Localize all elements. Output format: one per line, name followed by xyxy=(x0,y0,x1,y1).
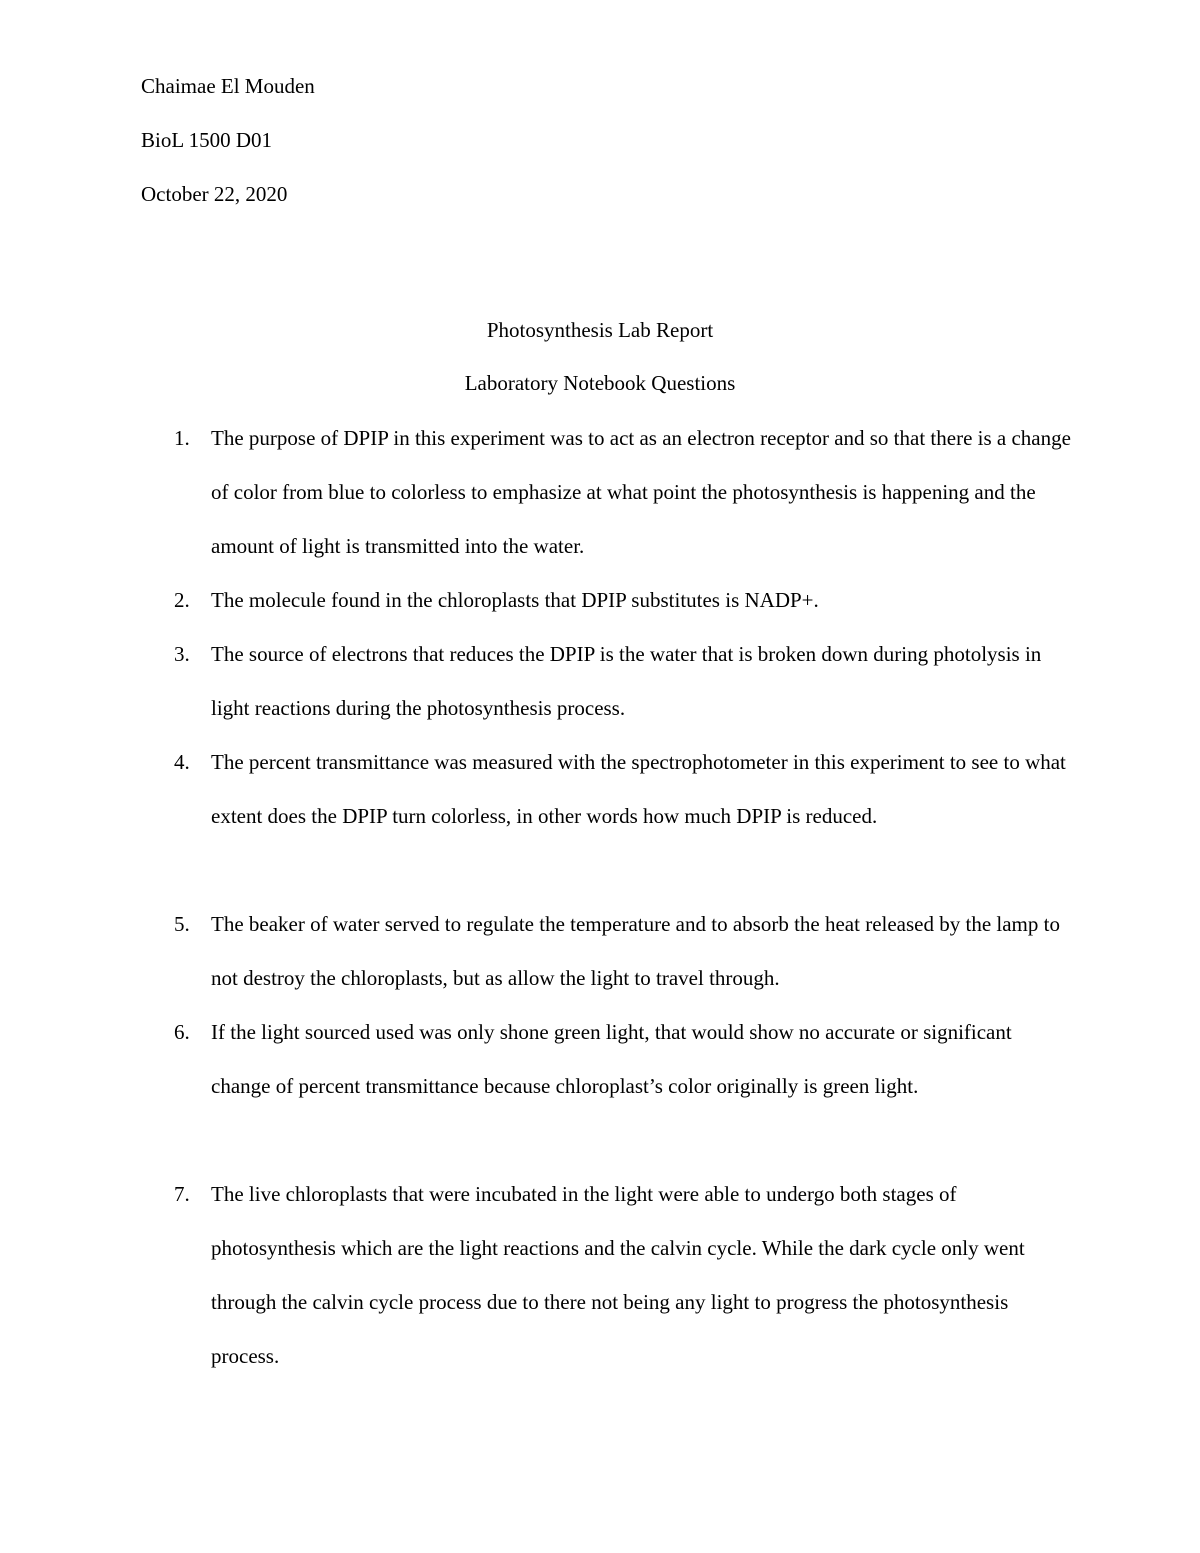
author-name: Chaimae El Mouden xyxy=(141,74,315,98)
list-item-number: 4. xyxy=(174,750,190,774)
report-date: October 22, 2020 xyxy=(141,182,288,206)
list-item-number: 1. xyxy=(174,426,190,450)
list-item-number: 5. xyxy=(174,912,190,936)
list-item-text: The live chloroplasts that were incubated in the light were able to undergo both stages of photosynthesis which are the light reactions and the calvin cycle. While the dark cycle only went through the calvin cycle process due to there not being any light to progress the photosynthesis process. xyxy=(211,1182,1025,1368)
list-item-number: 7. xyxy=(174,1182,190,1206)
list-item-number: 2. xyxy=(174,588,190,612)
list-item-text: If the light sourced used was only shone green light, that would show no accurate or significant change of percent transmittance because chloroplast’s color originally is green light. xyxy=(211,1020,1012,1098)
report-subtitle: Laboratory Notebook Questions xyxy=(464,371,736,395)
list-item-text: The molecule found in the chloroplasts that DPIP substitutes is NADP+. xyxy=(211,588,819,612)
list-item-text: The purpose of DPIP in this experiment was to act as an electron receptor and so that there is a change of color from blue to colorless to emphasize at what point the photosynthesis is happening and the amount of light is transmitted into the water. xyxy=(211,426,1071,558)
list-item-text: The percent transmittance was measured with the spectrophotometer in this experiment to see to what extent does the DPIP turn colorless, in other words how much DPIP is reduced. xyxy=(211,750,1066,828)
course-code: BioL 1500 D01 xyxy=(141,128,273,152)
list-item-number: 6. xyxy=(174,1020,190,1044)
list-item-number: 3. xyxy=(174,642,190,666)
report-title: Photosynthesis Lab Report xyxy=(486,318,714,342)
list-item-text: The source of electrons that reduces the DPIP is the water that is broken down during photolysis in light reactions during the photosynthesis process. xyxy=(211,642,1042,720)
list-item-text: The beaker of water served to regulate the temperature and to absorb the heat released by the lamp to not destroy the chloroplasts, but as allow the light to travel through. xyxy=(211,912,1060,990)
